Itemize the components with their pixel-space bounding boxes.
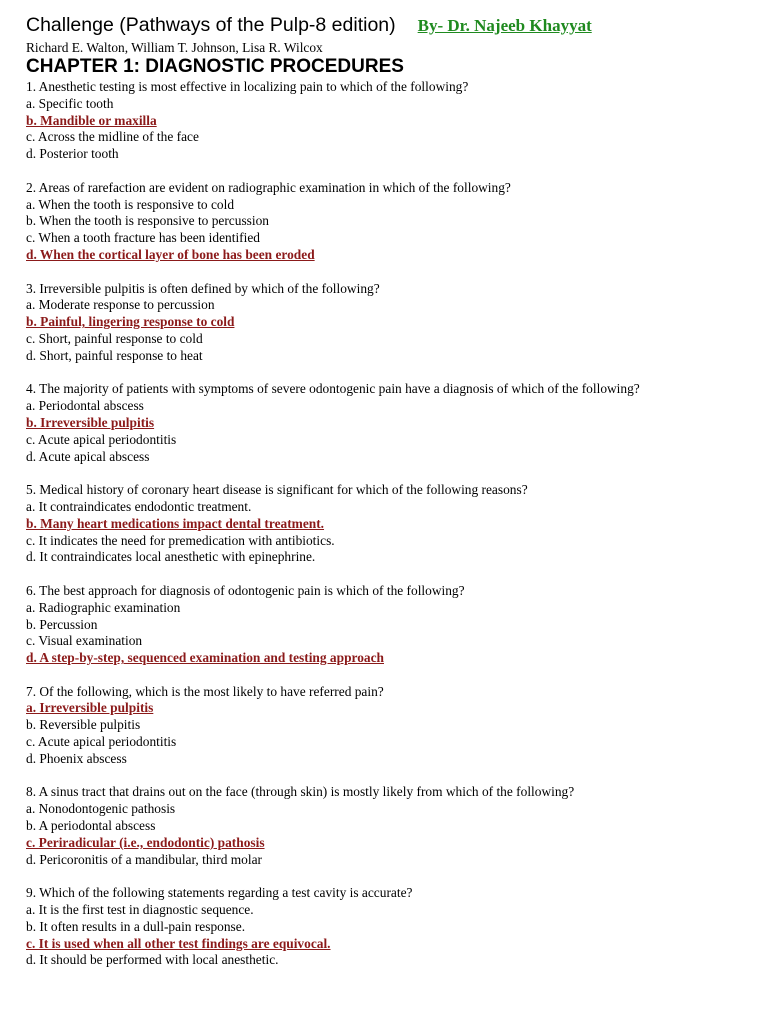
answer-option: a. Specific tooth [26,95,114,111]
question-text: 5. Medical history of coronary heart disease is significant for which of the following reasons? [26,482,528,498]
question-block [26,79,756,163]
answer-option: c. Visual examination [26,633,143,649]
answer-option: b. Percussion [26,616,98,632]
question-block [26,684,756,768]
question-text: 8. A sinus tract that drains out on the face (through skin) is mostly likely from which of the following? [26,784,575,800]
document-page [26,14,756,986]
answer-option: d. Posterior tooth [26,146,119,162]
question-block [26,281,756,365]
question-block [26,180,756,264]
answer-option: b. It often results in a dull-pain response. [26,918,246,934]
answer-option: b. Reversible pulpitis [26,717,141,733]
answer-option: b. When the tooth is responsive to percussion [26,213,269,229]
answer-option: a. Periodontal abscess [26,398,144,414]
correct-answer-option: c. Periradicular (i.e., endodontic) pathosis [26,834,265,850]
correct-answer-option: b. Mandible or maxilla [26,112,157,128]
question-text: 1. Anesthetic testing is most effective in localizing pain to which of the following? [26,79,469,94]
book-authors: Richard E. Walton, William T. Johnson, Lisa R. Wilcox [26,40,323,55]
question-text: 3. Irreversible pulpitis is often defined by which of the following? [26,280,380,296]
question-block [26,885,756,969]
question-block [26,583,756,667]
answer-option: d. Pericoronitis of a mandibular, third molar [26,851,262,867]
answer-option: a. Radiographic examination [26,599,181,615]
question-block [26,482,756,566]
question-text: 4. The majority of patients with symptoms of severe odontogenic pain have a diagnosis of which of the following? [26,381,640,397]
answer-option: d. Phoenix abscess [26,750,127,766]
answer-option: c. Across the midline of the face [26,129,199,145]
answer-option: a. It is the first test in diagnostic sequence. [26,902,254,918]
correct-answer-option: a. Irreversible pulpitis [26,700,154,716]
correct-answer-option: b. Many heart medications impact dental treatment. [26,515,325,531]
answer-option: d. Short, painful response to heat [26,347,203,363]
answer-option: d. Acute apical abscess [26,448,150,464]
question-text: 2. Areas of rarefaction are evident on radiographic examination in which of the following? [26,179,511,195]
correct-answer-option: c. It is used when all other test findings are equivocal. [26,935,331,951]
answer-option: c. Short, painful response to cold [26,330,203,346]
answer-option: c. Acute apical periodontitis [26,734,177,750]
question-text: 6. The best approach for diagnosis of odontogenic pain is which of the following? [26,582,465,598]
answer-option: c. It indicates the need for premedication with antibiotics. [26,532,335,548]
question-text: 9. Which of the following statements regarding a test cavity is accurate? [26,885,413,901]
question-list [26,79,756,969]
answer-option: a. Nonodontogenic pathosis [26,801,176,817]
document-title: Challenge (Pathways of the Pulp-8 edition) [26,14,396,36]
answer-option: c. When a tooth fracture has been identified [26,230,260,246]
question-text: 7. Of the following, which is the most likely to have referred pain? [26,683,384,699]
chapter-heading: CHAPTER 1: DIAGNOSTIC PROCEDURES [26,56,404,77]
header-line [26,14,756,40]
answer-option: c. Acute apical periodontitis [26,431,177,447]
answer-option: a. It contraindicates endodontic treatment. [26,498,252,514]
answer-option: a. Moderate response to percussion [26,297,215,313]
answer-option: d. It should be performed with local anesthetic. [26,952,279,968]
correct-answer-option: b. Painful, lingering response to cold [26,314,235,330]
answer-option: a. When the tooth is responsive to cold [26,196,235,212]
question-block [26,784,756,868]
answer-option: d. It contraindicates local anesthetic with epinephrine. [26,549,316,565]
question-block [26,381,756,465]
correct-answer-option: d. A step-by-step, sequenced examination and testing approach [26,650,384,666]
correct-answer-option: b. Irreversible pulpitis [26,414,155,430]
correct-answer-option: d. When the cortical layer of bone has been eroded [26,246,315,262]
answer-option: b. A periodontal abscess [26,818,156,834]
author-byline: By- Dr. Najeeb Khayyat [417,16,592,35]
